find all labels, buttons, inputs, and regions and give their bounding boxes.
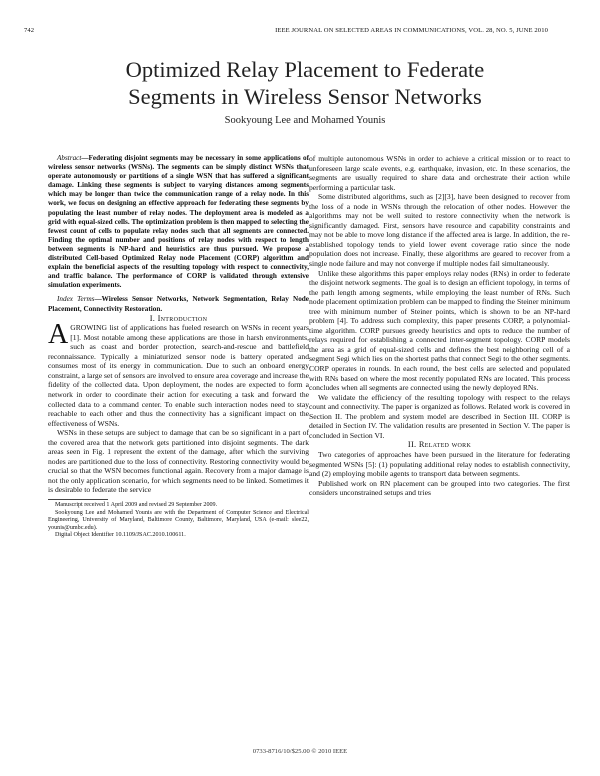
title-line-2: Segments in Wireless Sensor Networks	[128, 84, 482, 109]
paper-title	[40, 56, 570, 110]
footnote-doi: Digital Object Identifier 10.1109/JSAC.2010.100611.	[55, 532, 186, 539]
right-column	[309, 154, 570, 498]
body-paragraph-3: Unlike these algorithms this paper employs relay nodes (RNs) in order to federate the disjoint network segments. The goal is to design an efficient topology, in terms of the path length among segments, while employing the least number of RNs. Such node placement optimization problem can be mapped to finding the Steiner minimum tree with minimum number of Steiner points, which is shown to be an NP-hard problem [4]. To address such complexity, this paper presents CORP, a polynomial-time algorithm. CORP pursues greedy heuristics and opts to reduce the number of relays required for establishing a connected inter-segment topology. CORP models the area as a grid of equal-sized cells and defines the best neighboring cell of a segment Segi which lies on the shortest paths that connect Segi to the other segments. CORP operates in rounds. In each round, the best cells are selected and populated with RNs based on where the most recently populated RNs are located. This process concludes when all segments are connected using the newly deployed RNs.	[309, 268, 570, 393]
intro-paragraph-2: WSNs in these setups are subject to damage that can be so significant in a part of the covered area that the network gets partitioned into disjoint segments. The dark areas seen in Fig. 1 represent the extent of the damage, after which the surviving nodes are partitioned due to the loss of connectivity. Restoring connectivity would be crucial so that the WSN becomes functional again. Recovery from a major damage is not the only application scenario, for which segments need to be linked. Sometimes it is desirable to federate the service	[48, 428, 309, 495]
intro-paragraph-1	[48, 319, 309, 428]
section-2-numeral: II.	[407, 440, 417, 450]
body-paragraph-5: Two categories of approaches have been pursued in the literature for federating segmented WSNs [5]: (1) populating additional relay nodes to establish connectivity, and (2) employing mobile agents to transport data between segments.	[309, 449, 570, 479]
index-terms-text: —Wireless Sensor Networks, Network Segmentation, Relay Node Placement, Connectivity Restoration.	[48, 295, 309, 313]
section-1-name: Introduction	[157, 313, 208, 323]
first-word: GROWING	[70, 323, 107, 333]
intro-paragraph-1-text: list of applications has fueled research on WSNs in recent years [1]. Most notable among these applications are those in harsh environments, such as coast and border protection, search-and-rescue and battlefield reconnaissance. Typically a miniaturized sensor node is battery operated and consumes most of its energy in communication. Due to such an onboard energy constraint, a large set of sensors are involved to ensure area coverage and increase the fidelity of the collected data. Upon deployment, the nodes are expected to form a network in order to coordinate their action for executing a task and forward the collected data to a command center. To enable such interaction nodes need to stay reachable to each other and thus the connectivity has a significant impact on the effectiveness of WSNs.	[48, 323, 309, 428]
section-2-name: Related work	[418, 440, 472, 450]
section-heading-introduction	[48, 314, 309, 324]
page-number: 742	[24, 27, 35, 34]
authors: Sookyoung Lee and Mohamed Younis	[224, 115, 386, 126]
body-paragraph-6: Published work on RN placement can be grouped into two categories. The first considers unconstrained setups and tries	[309, 478, 570, 498]
drop-cap: A	[48, 319, 69, 351]
footnote-manuscript: Manuscript received 1 April 2009 and revised 29 September 2009.	[55, 501, 218, 508]
abstract-text: —Federating disjoint segments may be necessary in some applications of wireless sensor networks (WSNs). The segments can be simply distinct WSNs that operate autonomously or partitions of a single WSN that has suffered a significant damage. Linking these segments is subject to varying distances among segments which may be longer than twice the communication range of a relay node. In this work, we focus on designing an effective approach for federating these segments by populating the least number of relay nodes. The deployment area is modeled as a grid with equal-sized cells. The optimization problem is then mapped to selecting the fewest count of cells to populate relay nodes such that all segments are connected. Finding the optimal number and positions of relay nodes with respect to length between segments is NP-hard and heuristics are thus pursued. We propose a distributed Cell-based Optimized Relay node Placement (CORP) algorithm and explain the beneficial aspects of the resulting topology with respect to connectivity, and traffic balance. The performance of CORP is validated through extensive simulation experiments.	[48, 154, 309, 290]
body-paragraph-4: We validate the efficiency of the resulting topology with respect to the relays count and connectivity. The paper is organized as follows. Related work is covered in Section II. The problem and system model are described in Section III. CORP is detailed in Section IV. The validation results are presented in Section V. The paper is concluded in Section VI.	[309, 392, 570, 440]
footnote-rule	[48, 499, 108, 500]
index-terms	[48, 295, 309, 313]
abstract-lead: Abstract	[57, 154, 82, 162]
body-paragraph-1: of multiple autonomous WSNs in order to achieve a critical mission or to react to unforeseen large scale events, e.g. earthquake, invasion, etc. In these scenarios, the segments are usually required to share data and orchestrate their action while performing a particular task.	[309, 154, 570, 192]
section-1-numeral: I.	[149, 313, 156, 323]
copyright-line: 0733-8716/10/$25.00 © 2010 IEEE	[252, 748, 348, 755]
abstract	[48, 154, 309, 290]
footnote-affiliation: Sookyoung Lee and Mohamed Younis are with the Department of Computer Science and Electrical Engineering, University of Maryland, Baltimore County, Baltimore, Maryland, USA (e-mail: slee22, younis@umbc.edu).	[48, 509, 309, 531]
journal-header: IEEE JOURNAL ON SELECTED AREAS IN COMMUNICATIONS, VOL. 28, NO. 5, JUNE 2010	[275, 27, 548, 34]
body-paragraph-2: Some distributed algorithms, such as [2][3], have been designed to recover from the loss of a node in WSNs through the relocation of other nodes. However the algorithms may not be well suited to restore connectivity when the network is significantly damaged. First, sensors have resource and capability constraints and may not be able to move long distance if the affected area is large. In addition, the re-established topology tends to yield lower event coverage ratio since the node population does not increase. Finally, these algorithms are geared to recover from a single node failure and may not converge if multiple nodes fail simultaneously.	[309, 192, 570, 269]
title-line-1: Optimized Relay Placement to Federate	[125, 57, 485, 82]
index-terms-lead: Index Terms	[57, 295, 95, 304]
left-column	[48, 154, 309, 540]
section-heading-related-work	[309, 440, 570, 450]
